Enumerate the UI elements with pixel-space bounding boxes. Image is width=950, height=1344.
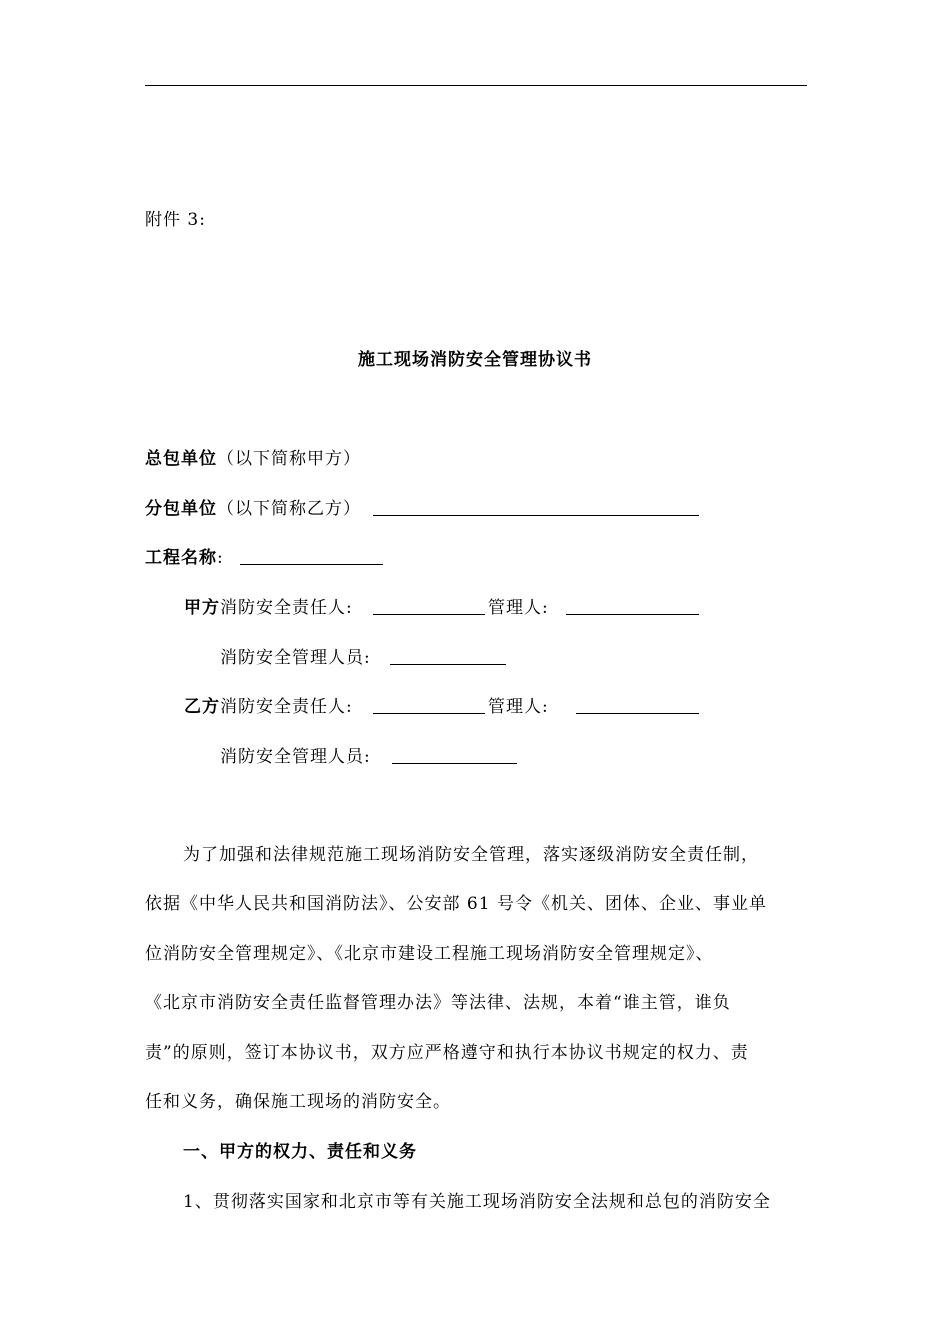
attachment-label: 附件 3:: [145, 210, 206, 230]
item-1: 1、贯彻落实国家和北京市等有关施工现场消防安全法规和总包的消防安全: [183, 1192, 771, 1212]
intro-line: 为了加强和法律规范施工现场消防安全管理，落实逐级消防安全责任制，: [183, 845, 759, 865]
project-name-blank[interactable]: [240, 547, 383, 565]
general-contractor-line: [145, 444, 361, 469]
section-heading: 一、甲方的权力、责任和义务: [183, 1142, 417, 1162]
party-b-staff-blank[interactable]: [392, 746, 517, 764]
intro-line: 位消防安全管理规定》、《北京市建设工程施工现场消防安全管理规定》、: [145, 944, 714, 964]
party-b-manager-blank[interactable]: [576, 696, 699, 714]
intro-line: 责”的原则，签订本协议书，双方应严格遵守和执行本协议书规定的权力、责: [145, 1043, 749, 1063]
party-a-responsible-label: 消防安全责任人:: [220, 598, 353, 618]
subcontractor-line: [145, 494, 361, 519]
intro-line: 任和义务，确保施工现场的消防安全。: [145, 1092, 451, 1112]
party-b-manager-label: 管理人:: [488, 697, 549, 717]
party-b-staff-label: 消防安全管理人员:: [220, 747, 371, 767]
party-a-label: 甲方: [184, 598, 220, 618]
party-b-responsible-line: [184, 692, 353, 717]
general-contractor-note: （以下简称甲方）: [217, 449, 361, 469]
subcontractor-note: （以下简称乙方）: [217, 499, 361, 519]
party-b-responsible-label: 消防安全责任人:: [220, 697, 353, 717]
document-title: 施工现场消防安全管理协议书: [358, 350, 592, 370]
party-b-responsible-blank[interactable]: [373, 696, 485, 714]
project-name-label: 工程名称: [145, 548, 217, 568]
party-a-manager-label: 管理人:: [488, 598, 549, 618]
subcontractor-label: 分包单位: [145, 499, 217, 519]
header-rule: [145, 85, 807, 86]
project-name-line: [145, 543, 224, 568]
party-a-responsible-blank[interactable]: [373, 597, 485, 615]
general-contractor-label: 总包单位: [145, 449, 217, 469]
party-a-staff-blank[interactable]: [390, 647, 506, 665]
party-a-responsible-line: [184, 593, 353, 618]
intro-line: 《北京市消防安全责任监督管理办法》等法律、法规，本着“谁主管，谁负: [145, 993, 731, 1013]
intro-line: 依据《中华人民共和国消防法》、公安部 61 号令《机关、团体、企业、事业单: [145, 894, 767, 914]
party-a-manager-blank[interactable]: [566, 597, 699, 615]
subcontractor-blank[interactable]: [373, 498, 699, 516]
project-name-colon: :: [217, 548, 224, 568]
party-b-label: 乙方: [184, 697, 220, 717]
party-a-staff-label: 消防安全管理人员:: [220, 648, 371, 668]
